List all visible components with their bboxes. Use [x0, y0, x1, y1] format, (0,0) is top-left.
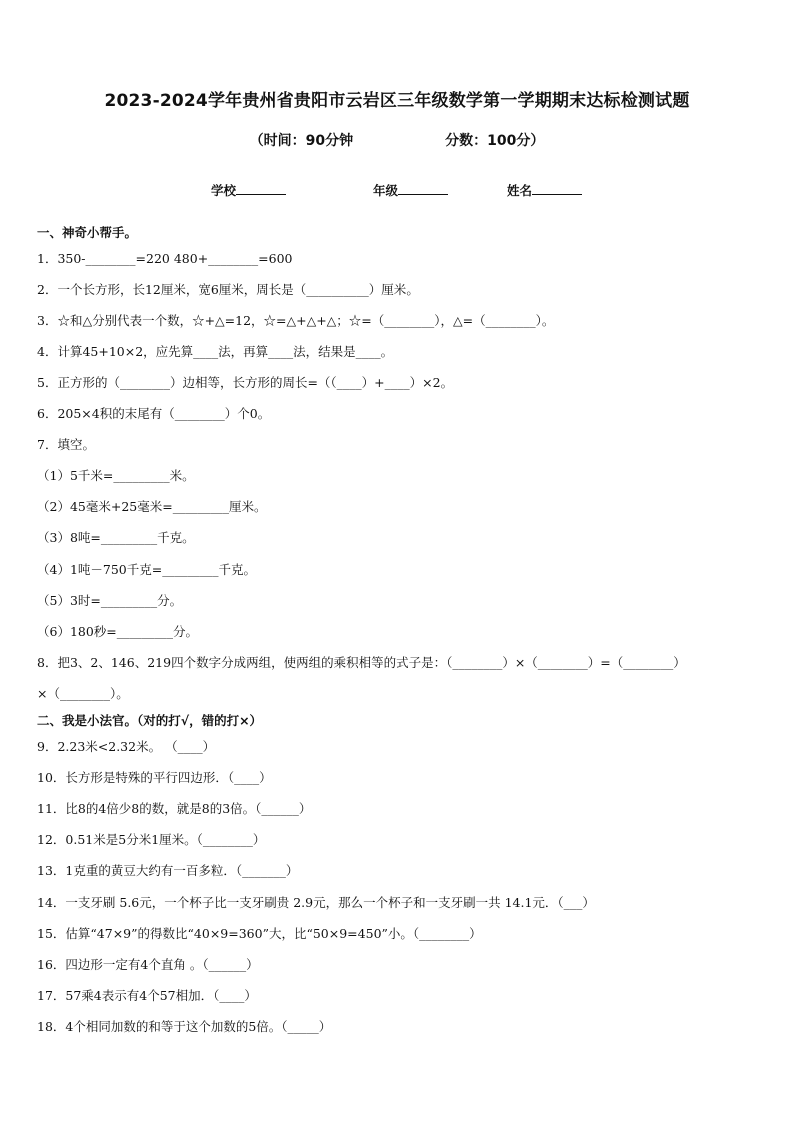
question-line: （2）45毫米+25毫米=_________厘米。 — [37, 499, 267, 514]
question-line: 17．57乘4表示有4个57相加．（____） — [37, 988, 257, 1003]
question-line: （4）1吨－750千克=_________千克。 — [37, 562, 256, 577]
question-line: （5）3时=_________分。 — [37, 593, 183, 608]
question-line: （3）8吨=_________千克。 — [37, 530, 195, 545]
question-line: 11．比8的4倍少8的数，就是8的3倍。（______） — [37, 801, 312, 816]
subtitle — [0, 130, 794, 150]
section-heading: 二、我是小法官。（对的打√，错的打×） — [37, 713, 263, 728]
question-line: 8．把3、2、146、219四个数字分成两组，使两组的乘积相等的式子是：（________）×（________）=（________） — [37, 655, 686, 670]
name-field — [507, 181, 582, 199]
question-line: 1．350-________=220 480+________=600 — [37, 251, 293, 266]
question-line: （1）5千米=_________米。 — [37, 468, 195, 483]
question-line: 4．计算45+10×2，应先算____法，再算____法，结果是____。 — [37, 344, 394, 359]
question-line: 3．☆和△分别代表一个数，☆+△=12，☆=△+△+△；☆=（________），△=（________）。 — [37, 313, 555, 328]
school-label: 学校 — [211, 183, 237, 198]
exam-score: 分数：100分） — [445, 133, 545, 149]
section-heading: 一、神奇小帮手。 — [37, 225, 138, 240]
school-blank — [236, 182, 286, 195]
question-line: 14．一支牙刷 5.6元，一个杯子比一支牙刷贵 2.9元，那么一个杯子和一支牙刷一共 14.1元．（___） — [37, 895, 595, 910]
question-line: （6）180秒=_________分。 — [37, 624, 199, 639]
question-line: 10．长方形是特殊的平行四边形．（____） — [37, 770, 272, 785]
name-label: 姓名 — [507, 183, 533, 198]
school-field — [211, 181, 286, 199]
page-title: 2023-2024学年贵州省贵阳市云岩区三年级数学第一学期期末达标检测试题 — [104, 91, 690, 111]
question-line: 9．2.23米<2.32米。 （____） — [37, 739, 216, 754]
grade-field — [373, 181, 448, 199]
name-blank — [532, 182, 582, 195]
question-line: 16．四边形一定有4个直角 。（______） — [37, 957, 259, 972]
exam-time: （时间：90分钟 — [249, 133, 354, 149]
question-line: 18．4个相同加数的和等于这个加数的5倍。（_____） — [37, 1019, 332, 1034]
grade-label: 年级 — [373, 183, 399, 198]
grade-blank — [398, 182, 448, 195]
question-line: 7．填空。 — [37, 437, 95, 452]
question-line: ×（________）。 — [37, 686, 129, 701]
question-line: 6．205×4积的末尾有（________）个0。 — [37, 406, 271, 421]
question-line: 5．正方形的（________）边相等，长方形的周长=（（____）+____）×2。 — [37, 375, 454, 390]
question-line: 15．估算“47×9”的得数比“40×9=360”大，比“50×9=450”小。（________） — [37, 926, 482, 941]
question-line: 2．一个长方形，长12厘米，宽6厘米，周长是（__________）厘米。 — [37, 282, 419, 297]
question-line: 13．1克重的黄豆大约有一百多粒．（_______） — [37, 863, 299, 878]
question-line: 12．0.51米是5分米1厘米。（________） — [37, 832, 266, 847]
